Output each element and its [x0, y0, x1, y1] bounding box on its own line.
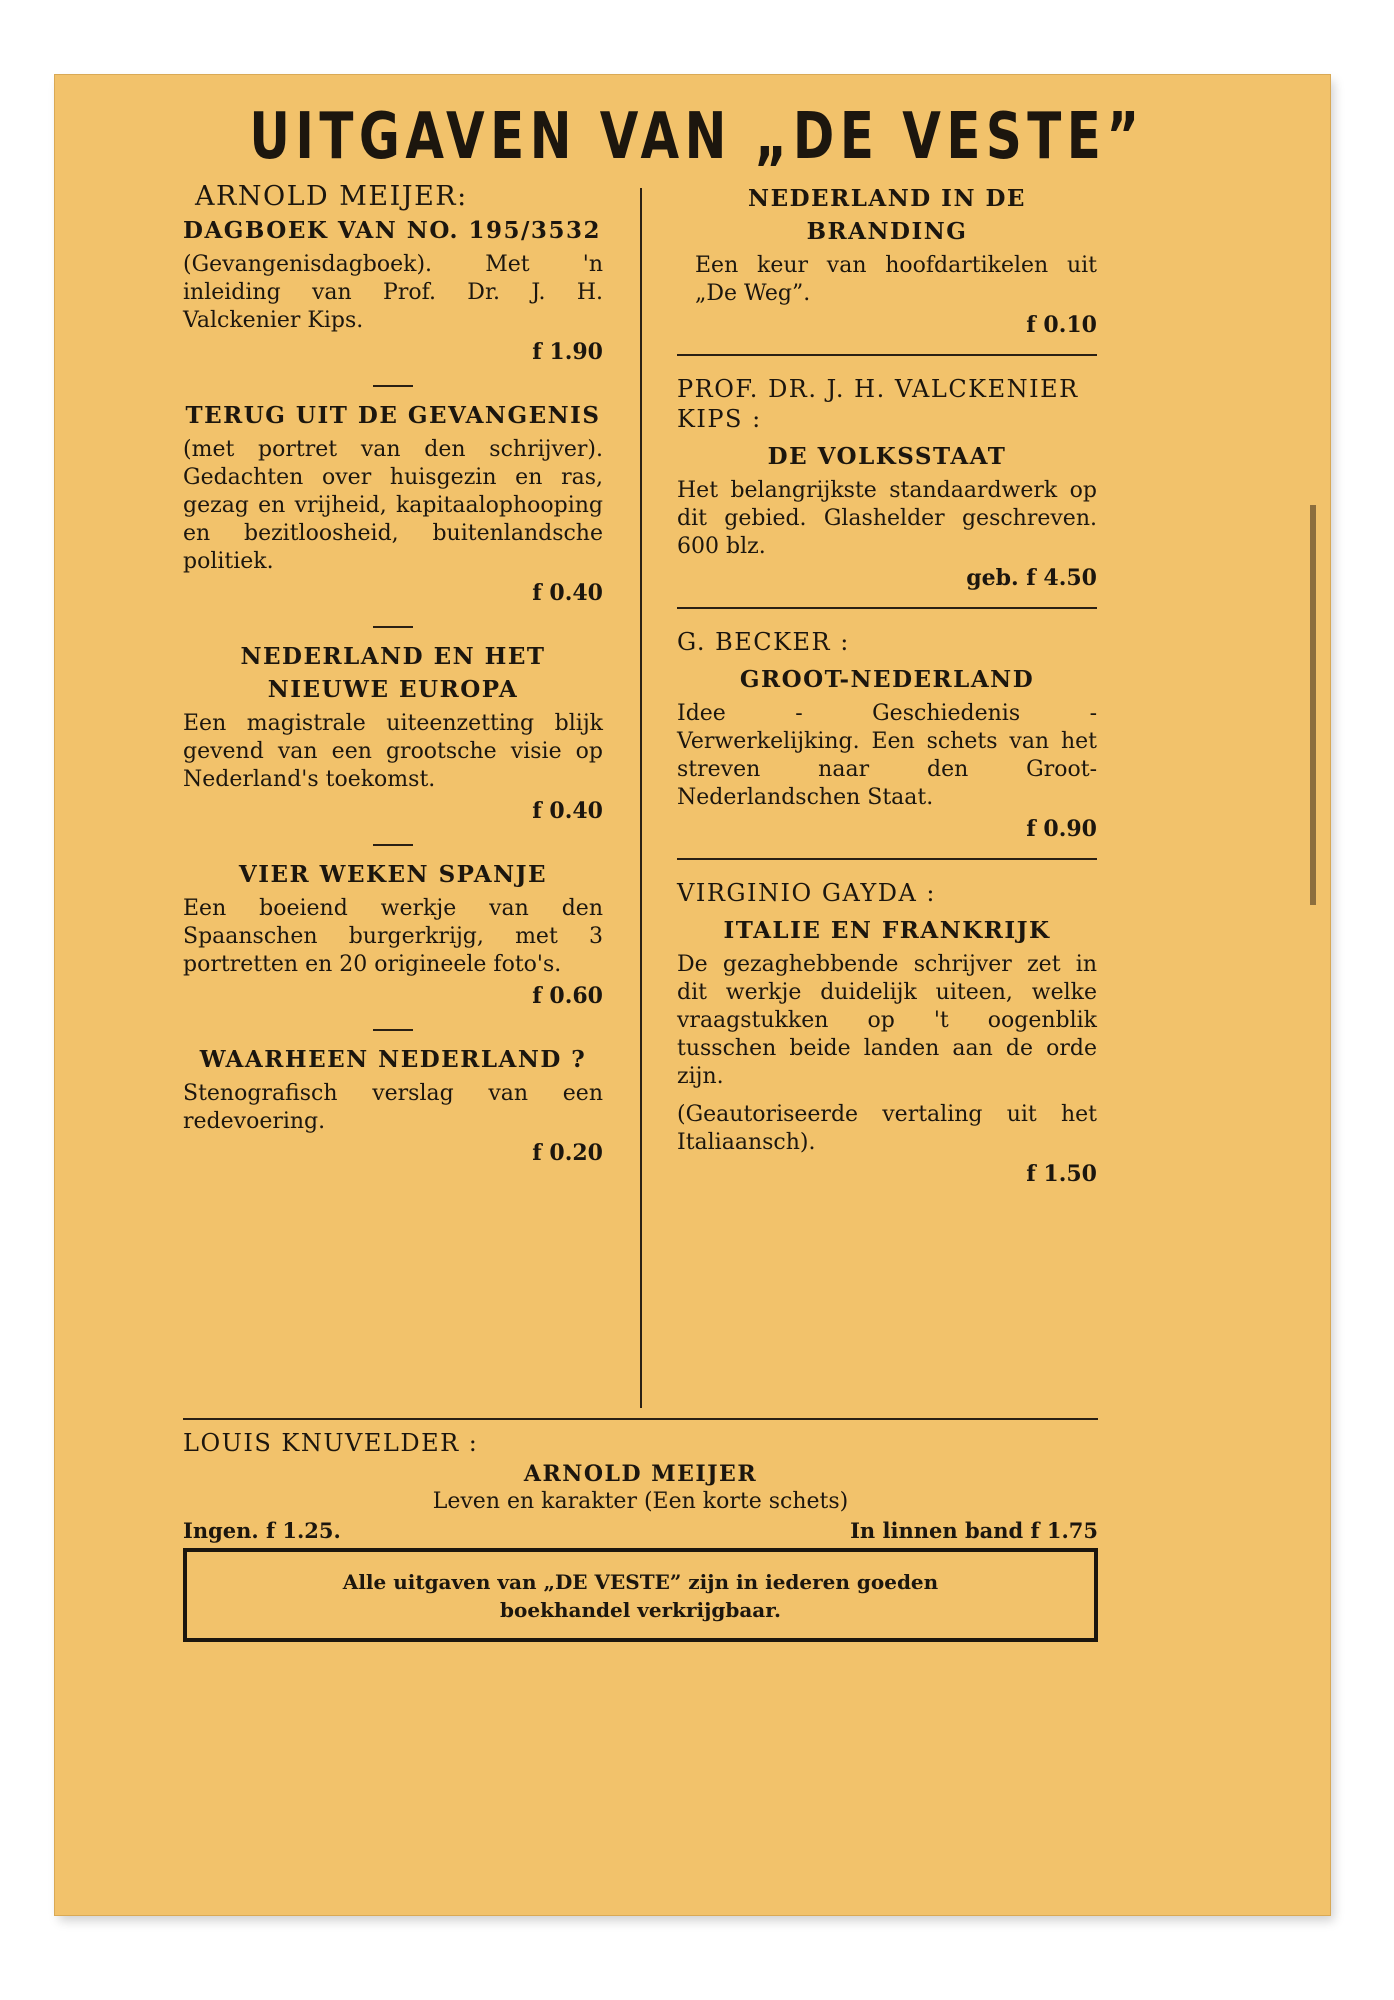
- author-valckenier-kips: PROF. DR. J. H. VALCKENIER KIPS :: [677, 375, 1079, 433]
- book-title: NEDERLAND IN DE BRANDING: [748, 185, 1026, 245]
- author-louis-knuvelder: LOUIS KNUVELDER :: [183, 1429, 479, 1457]
- book-description: Een keur van hoofdartikelen uit „De Weg”.: [695, 253, 1097, 306]
- book-title: GROOT-NEDERLAND: [739, 666, 1035, 693]
- book-note: (Geautoriseerde vertaling uit het Italiaansch).: [677, 1102, 1097, 1155]
- book-description: Het belangrijkste standaardwerk op dit gebied. Glashelder geschreven. 600 blz.: [677, 478, 1097, 559]
- book-entry: [677, 374, 1097, 591]
- book-description: Idee - Geschiedenis - Verwerkelijking. Een schets van het streven naar den Groot-Nederlandschen Staat.: [677, 701, 1097, 810]
- author-virginio-gayda: VIRGINIO GAYDA :: [677, 879, 936, 907]
- book-price: f 0.40: [532, 798, 603, 824]
- book-entry: [183, 858, 603, 1009]
- notice-line-1: Alle uitgaven van „DE VESTE” zijn in iederen goeden: [342, 1570, 939, 1594]
- book-title: TERUG UIT DE GEVANGENIS: [185, 402, 601, 429]
- footer-divider: [183, 1418, 1098, 1420]
- book-description: (Gevangenisdagboek). Met 'n inleiding van Prof. Dr. J. H. Valckenier Kips.: [183, 252, 603, 333]
- column-divider: [640, 188, 642, 1408]
- book-price: f 1.50: [1026, 1161, 1097, 1187]
- book-title: ARNOLD MEIJER: [523, 1461, 758, 1487]
- book-price: geb. f 4.50: [966, 565, 1097, 591]
- book-entry: [183, 1043, 603, 1166]
- author-arnold-meijer: ARNOLD MEIJER:: [195, 181, 468, 212]
- book-title: ITALIE EN FRANKRIJK: [723, 917, 1051, 944]
- book-entry: [183, 399, 603, 606]
- book-title: WAARHEEN NEDERLAND ?: [199, 1046, 587, 1073]
- separator-rule: [677, 858, 1097, 860]
- book-title: VIER WEKEN SPANJE: [238, 861, 548, 888]
- left-column: [183, 180, 603, 1166]
- price-paperback: Ingen. f 1.25.: [183, 1518, 341, 1543]
- book-title: DE VOLKSSTAAT: [767, 443, 1007, 470]
- availability-notice-box: [183, 1548, 1098, 1642]
- page-title: UITGAVEN VAN „DE VESTE”: [249, 100, 1145, 174]
- book-price: f 0.10: [1026, 312, 1097, 338]
- right-column: [677, 180, 1097, 1187]
- price-row: [183, 1518, 1098, 1543]
- separator-dash: [373, 626, 413, 628]
- book-entry: [677, 627, 1097, 842]
- separator-dash: [373, 385, 413, 387]
- author-g-becker: G. BECKER :: [677, 628, 850, 656]
- book-description: Stenografisch verslag van een redevoering.: [183, 1081, 603, 1134]
- book-description: Een boeiend werkje van den Spaanschen burgerkrijg, met 3 portretten en 20 origineele foto's.: [183, 896, 603, 977]
- book-entry: [183, 214, 603, 365]
- book-price: f 0.40: [532, 580, 603, 606]
- book-description: De gezaghebbende schrijver zet in dit werkje duidelijk uiteen, welke vraagstukken op 't oogenblik tusschen beide landen aan de orde zijn.: [677, 952, 1097, 1089]
- notice-line-2: boekhandel verkrijgbaar.: [500, 1598, 781, 1622]
- footer-entry: [183, 1426, 1098, 1543]
- book-price: f 1.90: [532, 339, 603, 365]
- separator-rule: [677, 354, 1097, 356]
- price-linen: In linnen band f 1.75: [850, 1518, 1098, 1543]
- separator-dash: [373, 844, 413, 846]
- separator-dash: [373, 1029, 413, 1031]
- page-edge-shadow: [1310, 505, 1316, 905]
- book-price: f 0.90: [1026, 816, 1097, 842]
- book-price: f 0.20: [532, 1140, 603, 1166]
- book-title: DAGBOEK VAN NO. 195/3532: [183, 217, 601, 244]
- book-description: (met portret van den schrijver). Gedachten over huisgezin en ras, gezag en vrijheid, kapitaalophooping en bezitloosheid, buitenlandsche politiek.: [183, 437, 603, 574]
- book-entry: [677, 878, 1097, 1187]
- book-description: Een magistrale uiteenzetting blijk gevend van een grootsche visie op Nederland's toekomst.: [183, 711, 603, 792]
- book-price: f 0.60: [532, 983, 603, 1009]
- book-entry: [677, 180, 1097, 338]
- book-title: NEDERLAND EN HET NIEUWE EUROPA: [240, 643, 546, 703]
- book-entry: [183, 640, 603, 824]
- book-subtitle: Leven en karakter (Een korte schets): [432, 1489, 849, 1514]
- separator-rule: [677, 607, 1097, 609]
